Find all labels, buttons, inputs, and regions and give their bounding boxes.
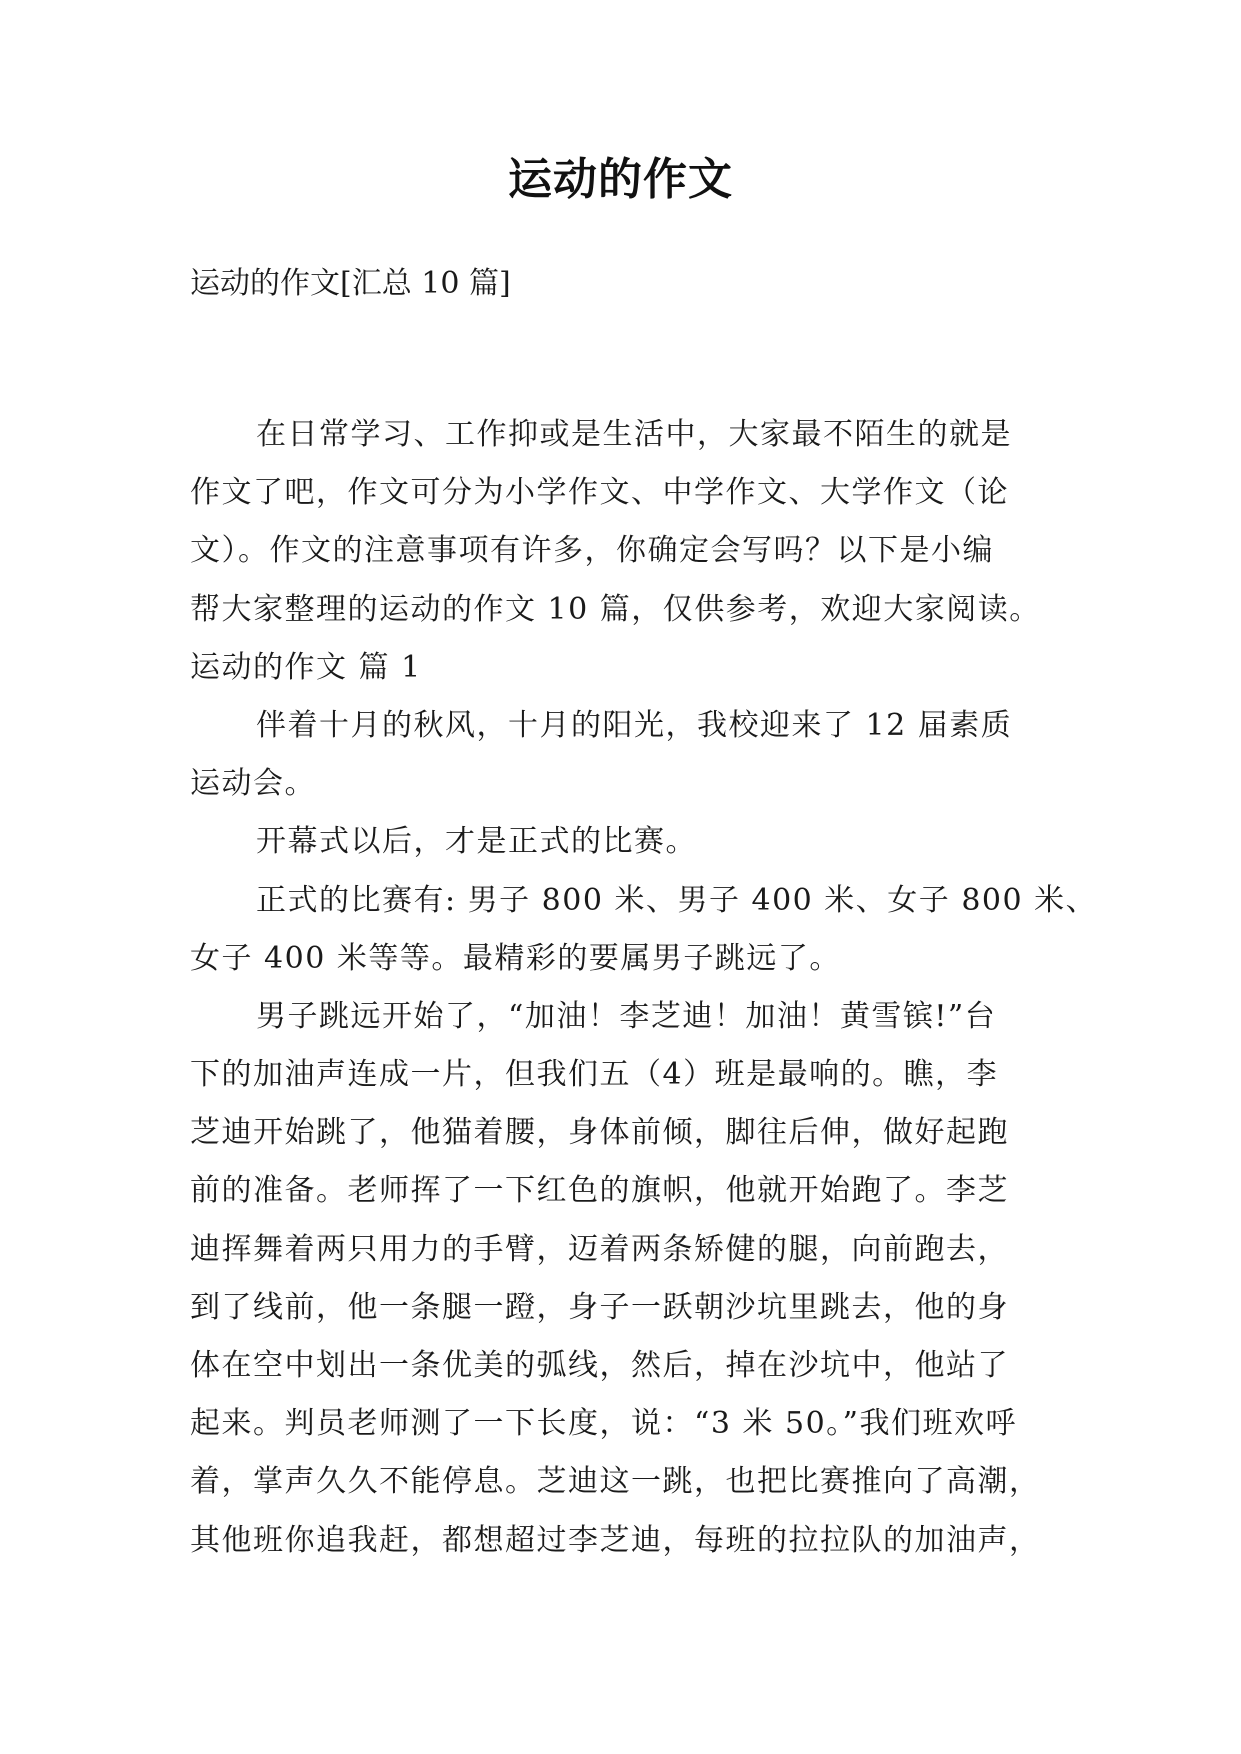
paragraph-line: 下的加油声连成一片，但我们五（4）班是最响的。瞧，李 bbox=[190, 1057, 999, 1093]
paragraph-line: 男子跳远开始了，“加油！李芝迪！加油！黄雪镔!”台 bbox=[256, 998, 997, 1034]
paragraph-line: 其他班你追我赶，都想超过李芝迪，每班的拉拉队的加油声， bbox=[190, 1522, 1041, 1558]
paragraph-line: 开幕式以后，才是正式的比赛。 bbox=[256, 824, 697, 860]
paragraph-line: 在日常学习、工作抑或是生活中，大家最不陌生的就是 bbox=[256, 417, 1012, 452]
paragraph-line: 到了线前，他一条腿一蹬，身子一跃朝沙坑里跳去，他的身 bbox=[190, 1289, 1009, 1325]
paragraph-line: 着，掌声久久不能停息。芝迪这一跳，也把比赛推向了高潮， bbox=[190, 1464, 1041, 1500]
paragraph-line: 起来。判员老师测了一下长度，说：“3 米 50。”我们班欢呼 bbox=[190, 1406, 1018, 1442]
document-title: 运动的作文 bbox=[508, 154, 733, 205]
paragraph-line: 迪挥舞着两只用力的手臂，迈着两条矫健的腿，向前跑去， bbox=[190, 1231, 1009, 1267]
document-body bbox=[190, 406, 1098, 1570]
paragraph-line: 文）。作文的注意事项有许多，你确定会写吗？以下是小编 bbox=[190, 533, 994, 569]
paragraph-line: 作文了吧，作文可分为小学作文、中学作文、大学作文（论 bbox=[190, 475, 1009, 511]
paragraph-line: 运动会。 bbox=[190, 766, 316, 802]
paragraph-line: 帮大家整理的运动的作文 10 篇，仅供参考，欢迎大家阅读。 bbox=[190, 591, 1041, 627]
paragraph-line: 正式的比赛有: 男子 800 米、男子 400 米、女子 800 米、 bbox=[256, 882, 1098, 918]
section-heading: 运动的作文 篇 1 bbox=[190, 649, 422, 685]
paragraph-line: 芝迪开始跳了，他猫着腰，身体前倾，脚往后伸，做好起跑 bbox=[190, 1115, 1009, 1151]
paragraph-line: 女子 400 米等等。最精彩的要属男子跳远了。 bbox=[190, 940, 841, 976]
paragraph-line: 前的准备。老师挥了一下红色的旗帜，他就开始跑了。李芝 bbox=[190, 1173, 1009, 1209]
paragraph-line: 伴着十月的秋风，十月的阳光，我校迎来了 12 届素质 bbox=[256, 707, 1013, 743]
document-subtitle: 运动的作文[汇总 10 篇] bbox=[190, 266, 511, 301]
paragraph-line: 体在空中划出一条优美的弧线，然后，掉在沙坑中，他站了 bbox=[190, 1348, 1009, 1383]
